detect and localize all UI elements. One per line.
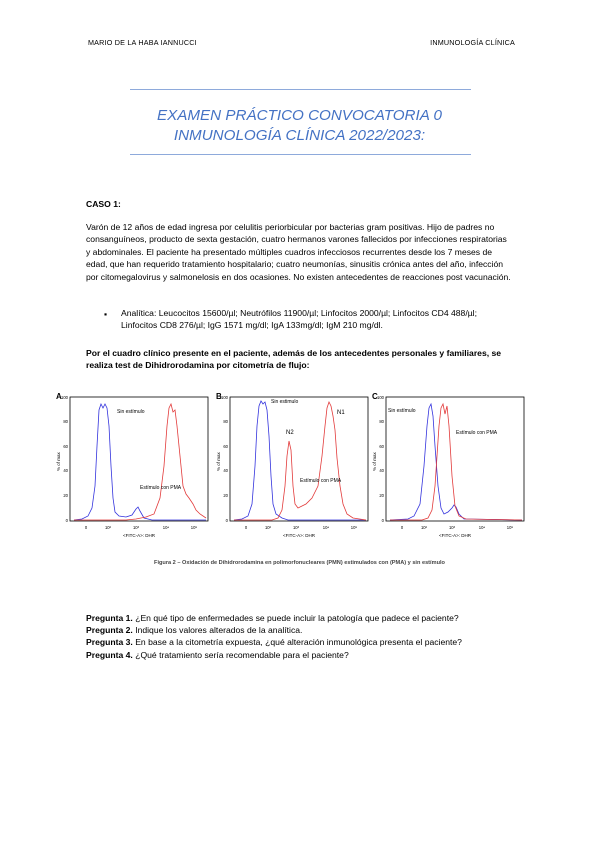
panel-a-ytick: 40 <box>63 468 68 473</box>
panel-b-xtick: 10⁵ <box>350 525 358 530</box>
title-line-1: EXAMEN PRÁCTICO CONVOCATORIA 0 <box>157 107 442 124</box>
panel-a-ytick: 100 <box>61 395 68 400</box>
panel-b-ytick: 80 <box>223 419 228 424</box>
dhr-figure <box>56 386 526 556</box>
case-description: Varón de 12 años de edad ingresa por celulitis periorbicular por bacterias gram positivas. Hijo de padres no consanguíneos, producto de sexta gestación, cuatro hermanos varones fallecidos por infecciones respiratorias y abdominales. El paciente ha presentado múltiples cuadros infecciosos recurrentes desde los 7 meses de edad, que han requerido tratamiento hospitalario; cuatro neumonías, sinusitis crónica antes del año, infección por citomegalovirus y salmonelosis en dos ocasiones. No existen antecedentes de reacciones post vacunación. <box>86 222 511 282</box>
question-4-text: ¿Qué tratamiento sería recomendable para el paciente? <box>132 649 349 660</box>
panel-a-ytick: 60 <box>63 444 68 449</box>
panel-c-ytick: 60 <box>379 444 384 449</box>
panel-b-ytick: 40 <box>223 468 228 473</box>
panel-a-ytick: 0 <box>65 518 68 523</box>
panel-b-xtick: 10⁴ <box>322 525 330 530</box>
panel-b-label-blue: Sin estimulo <box>271 399 299 405</box>
panel-a <box>56 392 208 538</box>
panel-c-ylabel: % of max <box>372 452 377 471</box>
flow-intro-text: Por el cuadro clínico presente en el paciente, además de los antecedentes personales y familiares, se realiza test de Dihidrorodamina por citometría de flujo: <box>86 348 502 371</box>
panel-b-blue-curve <box>234 401 366 520</box>
title-line-2: INMUNOLOGÍA CLÍNICA 2022/2023: <box>173 127 426 144</box>
panel-c-xtick: 10² <box>420 525 428 530</box>
panel-c-ytick: 0 <box>381 518 384 523</box>
panel-c <box>372 392 524 538</box>
question-2-text: Indique los valores alterados de la analítica. <box>132 625 303 636</box>
panel-a-xtick: 10⁴ <box>162 525 170 530</box>
panel-b <box>216 392 368 538</box>
panel-a-ytick: 80 <box>63 419 68 424</box>
panel-c-xtick: 10⁴ <box>478 525 486 530</box>
panel-a-xtick: 0 <box>84 525 88 530</box>
panel-a-xtick: 10⁵ <box>190 525 198 530</box>
panel-c-ytick: 40 <box>379 468 384 473</box>
bullet-icon: ▪ <box>104 309 108 319</box>
panel-c-ytick: 100 <box>377 395 384 400</box>
panel-a-xtick: 10³ <box>132 525 140 530</box>
panel-c-xlabel: <FITC-A>: DHR <box>438 533 472 538</box>
panel-b-xlabel: <FITC-A>: DHR <box>282 533 316 538</box>
panel-b-ytick: 60 <box>223 444 228 449</box>
panel-b-label-n2: N2 <box>286 430 294 436</box>
panel-b-xtick: 10³ <box>292 525 300 530</box>
panel-b-ytick: 0 <box>225 518 228 523</box>
question-2 <box>86 624 462 636</box>
title-rule-top <box>130 89 471 90</box>
document-title <box>0 106 599 146</box>
question-2-label: Pregunta 2. <box>86 625 133 636</box>
analytics-text: Analítica: Leucocitos 15600/µl; Neutrófilos 11900/µl; Linfocitos 2000/µl; Linfocitos CD4 488/µl; Linfocitos CD8 276/µl; IgG 1571 mg/dl; IgA 133mg/dl; IgM 210 mg/dl. <box>121 308 477 331</box>
panel-b-ytick: 100 <box>221 395 228 400</box>
panel-a-xtick: 10² <box>104 525 112 530</box>
panel-a-label-blue: Sin estímulo <box>117 409 145 415</box>
panel-b-ytick: 20 <box>223 493 228 498</box>
panel-a-red-curve <box>74 404 206 520</box>
panel-b-label-n1: N1 <box>337 410 345 416</box>
panel-a-frame <box>70 397 208 521</box>
panel-c-ytick: 20 <box>379 493 384 498</box>
panel-c-label-blue: Sin estímulo <box>388 408 416 414</box>
question-4-label: Pregunta 4. <box>86 649 133 660</box>
figure-caption: Figura 2 – Oxidación de Dihidrorodamina en polimorfonucleares (PMN) estimulados con (PMA) y sin estímulo <box>154 560 445 566</box>
panel-b-ylabel: % of max <box>216 452 221 471</box>
panel-a-letter: A <box>56 392 62 401</box>
panel-b-red-curve <box>234 402 366 520</box>
panel-a-xlabel: <FITC-A>: DHR <box>122 533 156 538</box>
panel-b-letter: B <box>216 392 222 401</box>
panel-b-label-red: Estímulo con PMA <box>300 478 342 484</box>
title-rule-bottom <box>130 154 471 155</box>
header-author: MARIO DE LA HABA IANNUCCI <box>88 38 197 47</box>
question-1 <box>86 612 462 624</box>
panel-c-xtick: 10³ <box>448 525 456 530</box>
panel-c-xtick: 0 <box>400 525 404 530</box>
panel-a-label-red: Estímulo con PMA <box>140 485 182 491</box>
panel-c-ytick: 80 <box>379 419 384 424</box>
panel-a-ylabel: % of max <box>56 452 61 471</box>
case-label: CASO 1: <box>86 199 121 209</box>
question-3 <box>86 636 462 648</box>
panel-c-xtick: 10⁵ <box>506 525 514 530</box>
panel-b-xtick: 10² <box>264 525 272 530</box>
panel-c-red-curve <box>390 404 522 520</box>
question-3-label: Pregunta 3. <box>86 637 133 648</box>
question-4 <box>86 649 462 661</box>
panel-c-label-red: Estímulo con PMA <box>456 430 498 436</box>
question-1-label: Pregunta 1. <box>86 613 133 623</box>
panel-b-xtick: 0 <box>244 525 248 530</box>
question-3-text: En base a la citometría expuesta, ¿qué alteración inmunológica presenta el paciente? <box>132 637 462 648</box>
header-subject: INMUNOLOGÍA CLÍNICA <box>430 38 515 47</box>
panel-a-ytick: 20 <box>63 493 68 498</box>
question-1-text: ¿En qué tipo de enfermedades se puede incluir la patología que padece el paciente? <box>132 613 459 623</box>
panel-a-blue-curve <box>74 404 206 520</box>
panel-c-blue-curve <box>390 404 522 520</box>
panel-c-letter: C <box>372 392 378 401</box>
questions-list <box>86 612 462 661</box>
panel-b-frame <box>230 397 368 521</box>
